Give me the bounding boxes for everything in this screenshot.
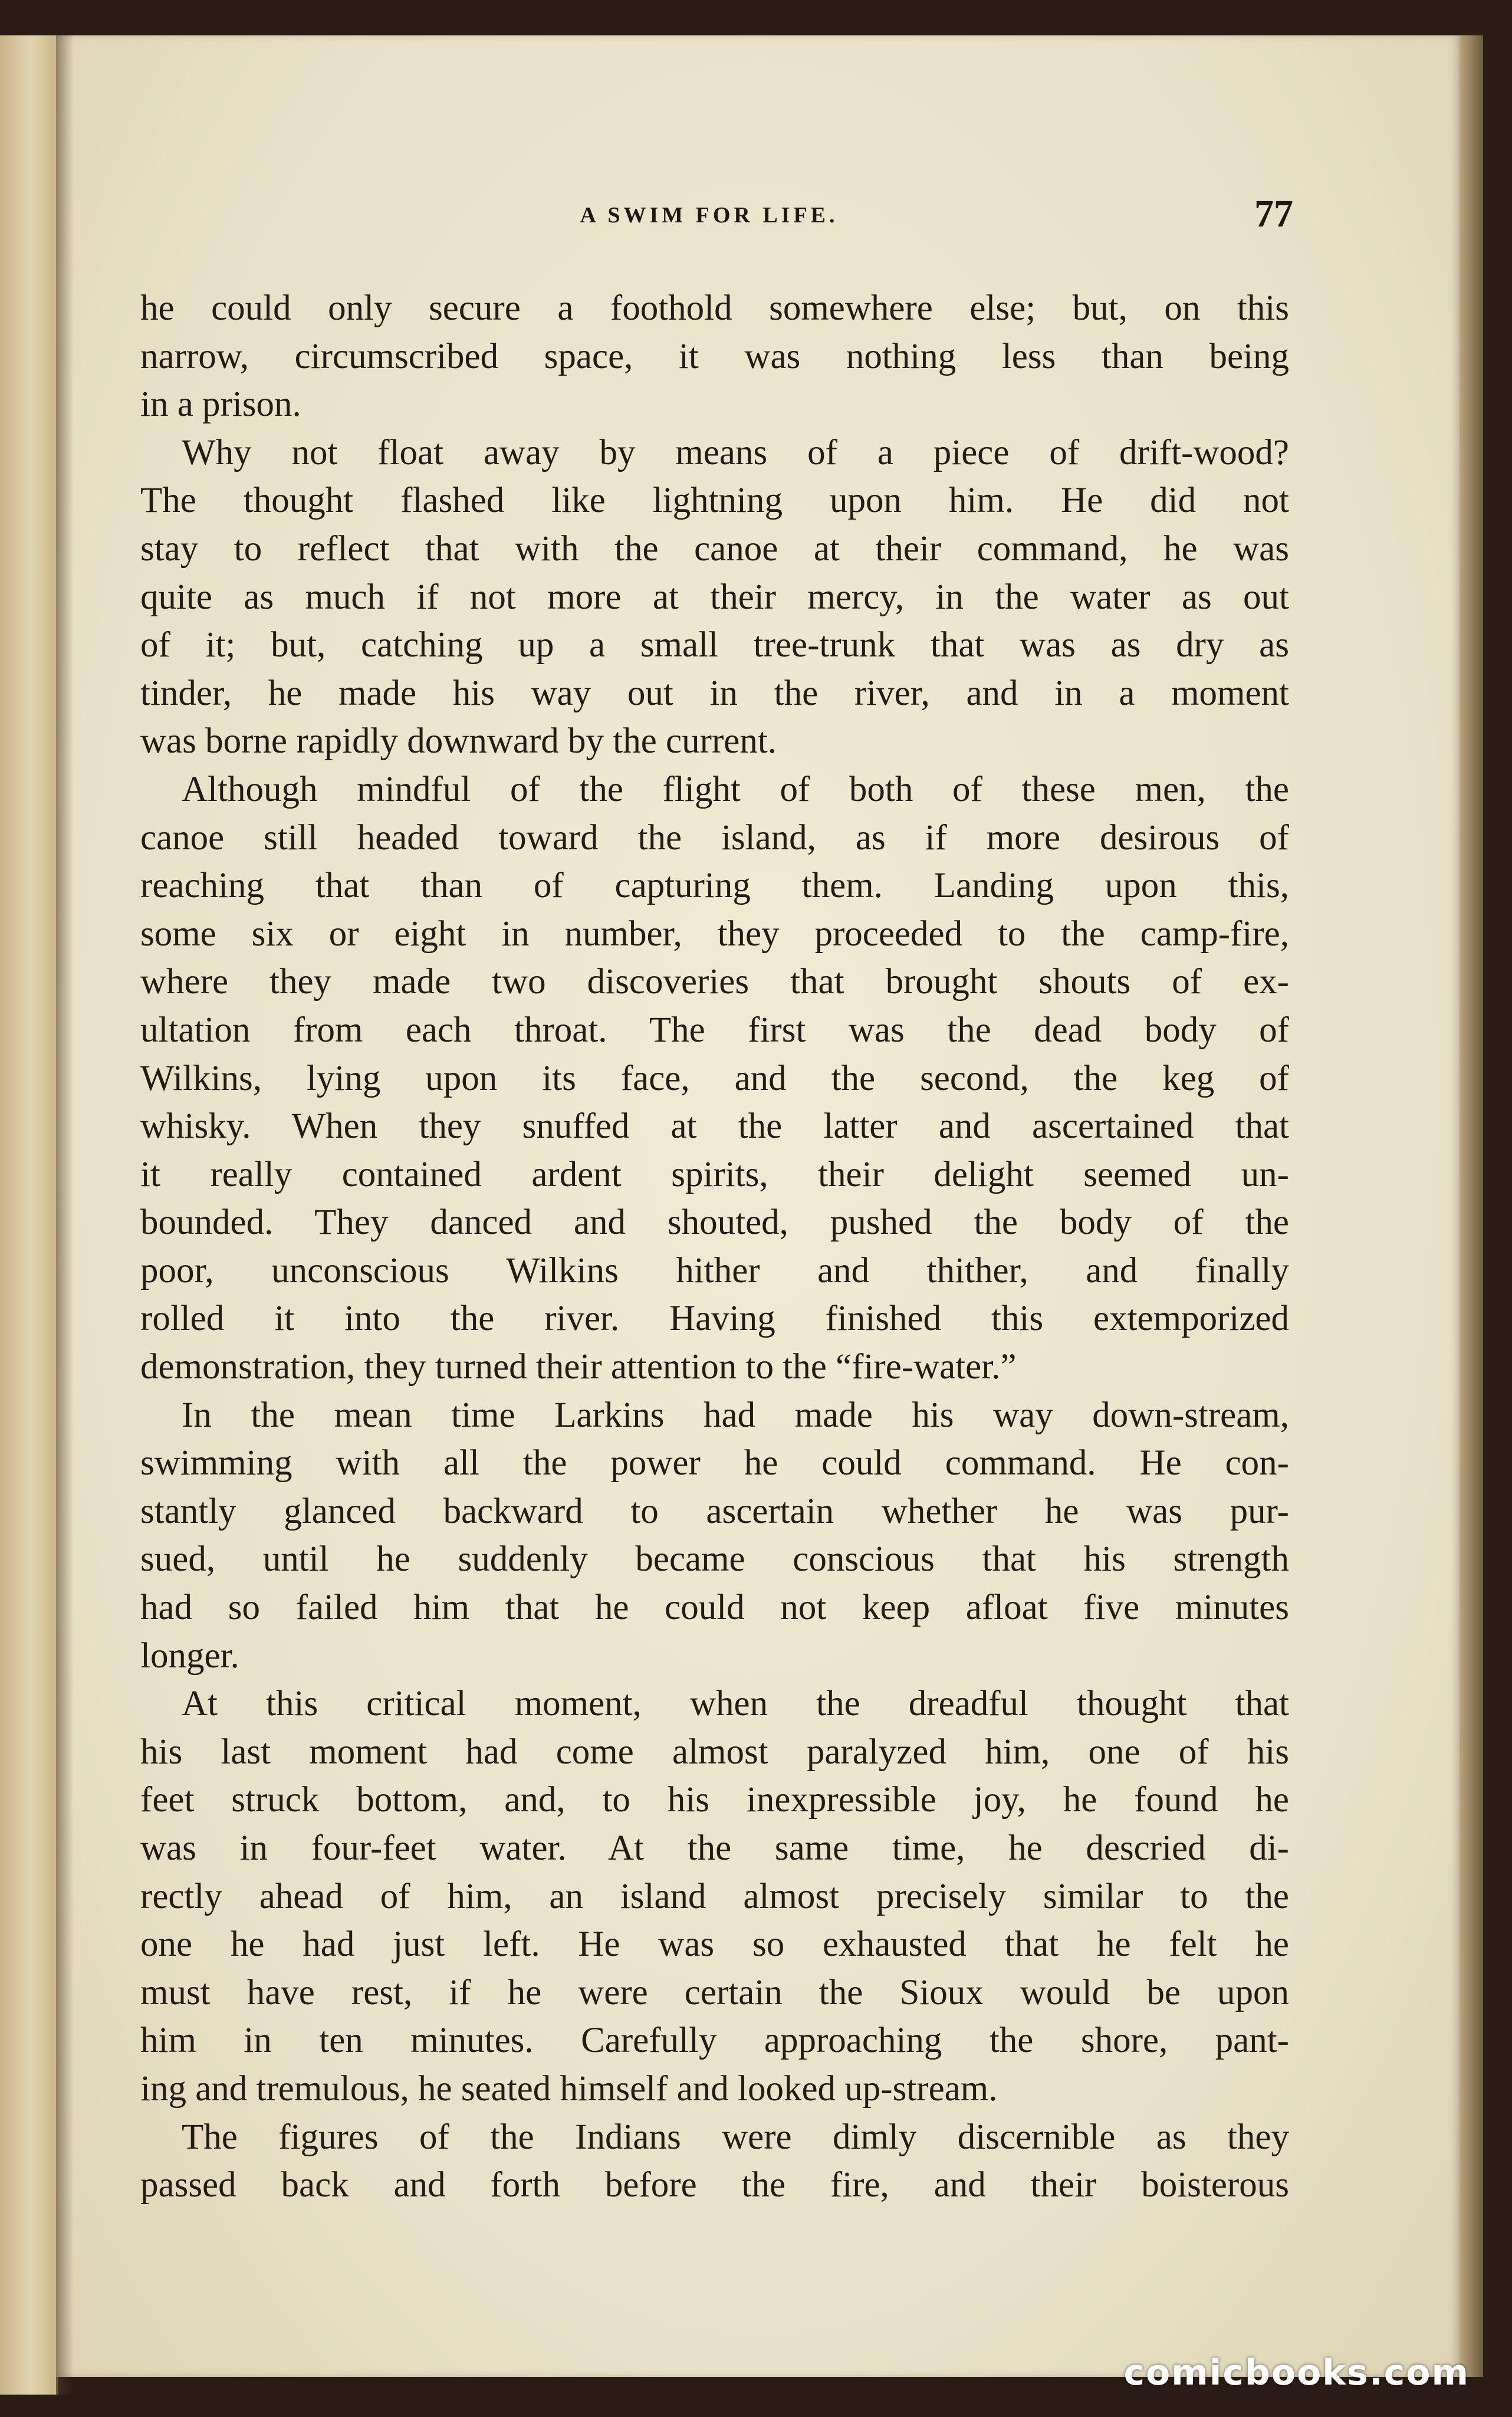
text-line: in a prison. [140, 385, 301, 425]
text-line: Although mindful of the flight of both of these men, the [182, 769, 1289, 809]
text-line: sued, until he suddenly became conscious that his strength [140, 1539, 1289, 1579]
text-line: rectly ahead of him, an island almost precisely similar to the [140, 1876, 1289, 1916]
text-line: was borne rapidly downward by the current. [140, 721, 777, 761]
text-line: tinder, he made his way out in the river, and in a moment [140, 673, 1289, 713]
text-line: him in ten minutes. Carefully approaching the shore, pant- [140, 2021, 1289, 2061]
text-line: The figures of the Indians were dimly discernible as they [182, 2117, 1289, 2157]
text-line: one he had just left. He was so exhausted that he felt he [140, 1925, 1289, 1965]
body-text [140, 284, 1289, 2209]
text-line: narrow, circumscribed space, it was nothing less than being [140, 336, 1289, 376]
text-line: had so failed him that he could not keep afloat five minutes [140, 1588, 1289, 1628]
watermark: comicbooks.com [1123, 2352, 1470, 2393]
text-line: Why not float away by means of a piece of drift-wood? [182, 432, 1289, 472]
text-line: longer. [140, 1636, 239, 1676]
text-line: of it; but, catching up a small tree-trunk that was as dry as [140, 625, 1289, 665]
text-line: demonstration, they turned their attention to the “fire-water.” [140, 1347, 1017, 1387]
running-head [127, 192, 1291, 251]
text-line: swimming with all the power he could command. He con- [140, 1443, 1289, 1483]
text-line: some six or eight in number, they proceeded to the camp-fire, [140, 914, 1289, 954]
facing-page-edge [0, 35, 58, 2395]
text-line: stantly glanced backward to ascertain whether he was pur- [140, 1491, 1289, 1531]
running-title: A SWIM FOR LIFE. [580, 203, 839, 228]
text-line: ultation from each throat. The first was the dead body of [140, 1010, 1289, 1050]
text-line: must have rest, if he were certain the Sioux would be upon [140, 1972, 1289, 2012]
text-line: Wilkins, lying upon its face, and the second, the keg of [140, 1058, 1289, 1098]
gutter-shadow [56, 35, 74, 2395]
text-line: it really contained ardent spirits, their delight seemed un- [140, 1154, 1289, 1194]
text-line: passed back and forth before the fire, and their boisterous [140, 2165, 1289, 2205]
text-line: At this critical moment, when the dreadful thought that [182, 1684, 1289, 1724]
text-line: whisky. When they snuffed at the latter and ascertained that [140, 1106, 1289, 1147]
text-line: The thought flashed like lightning upon him. He did not [140, 481, 1289, 521]
text-line: rolled it into the river. Having finished this extemporized [140, 1299, 1289, 1339]
page-number: 77 [1254, 192, 1293, 235]
text-line: he could only secure a foothold somewhere else; but, on this [140, 288, 1289, 328]
text-line: ing and tremulous, he seated himself and looked up-stream. [140, 2068, 998, 2109]
text-line: canoe still headed toward the island, as if more desirous of [140, 817, 1289, 858]
text-line: quite as much if not more at their mercy, in the water as out [140, 577, 1289, 617]
text-line: feet struck bottom, and, to his inexpressible joy, he found he [140, 1780, 1289, 1820]
text-line: where they made two discoveries that brought shouts of ex- [140, 962, 1289, 1002]
text-line: stay to reflect that with the canoe at their command, he was [140, 528, 1289, 569]
text-line: his last moment had come almost paralyzed him, one of his [140, 1732, 1289, 1772]
page-fore-edge [1460, 35, 1483, 2377]
text-line: was in four-feet water. At the same time, he descried di- [140, 1828, 1289, 1868]
text-line: In the mean time Larkins had made his way down-stream, [182, 1395, 1289, 1435]
text-line: reaching that than of capturing them. Landing upon this, [140, 866, 1289, 906]
text-line: poor, unconscious Wilkins hither and thither, and finally [140, 1250, 1289, 1290]
text-line: bounded. They danced and shouted, pushed the body of the [140, 1203, 1289, 1243]
